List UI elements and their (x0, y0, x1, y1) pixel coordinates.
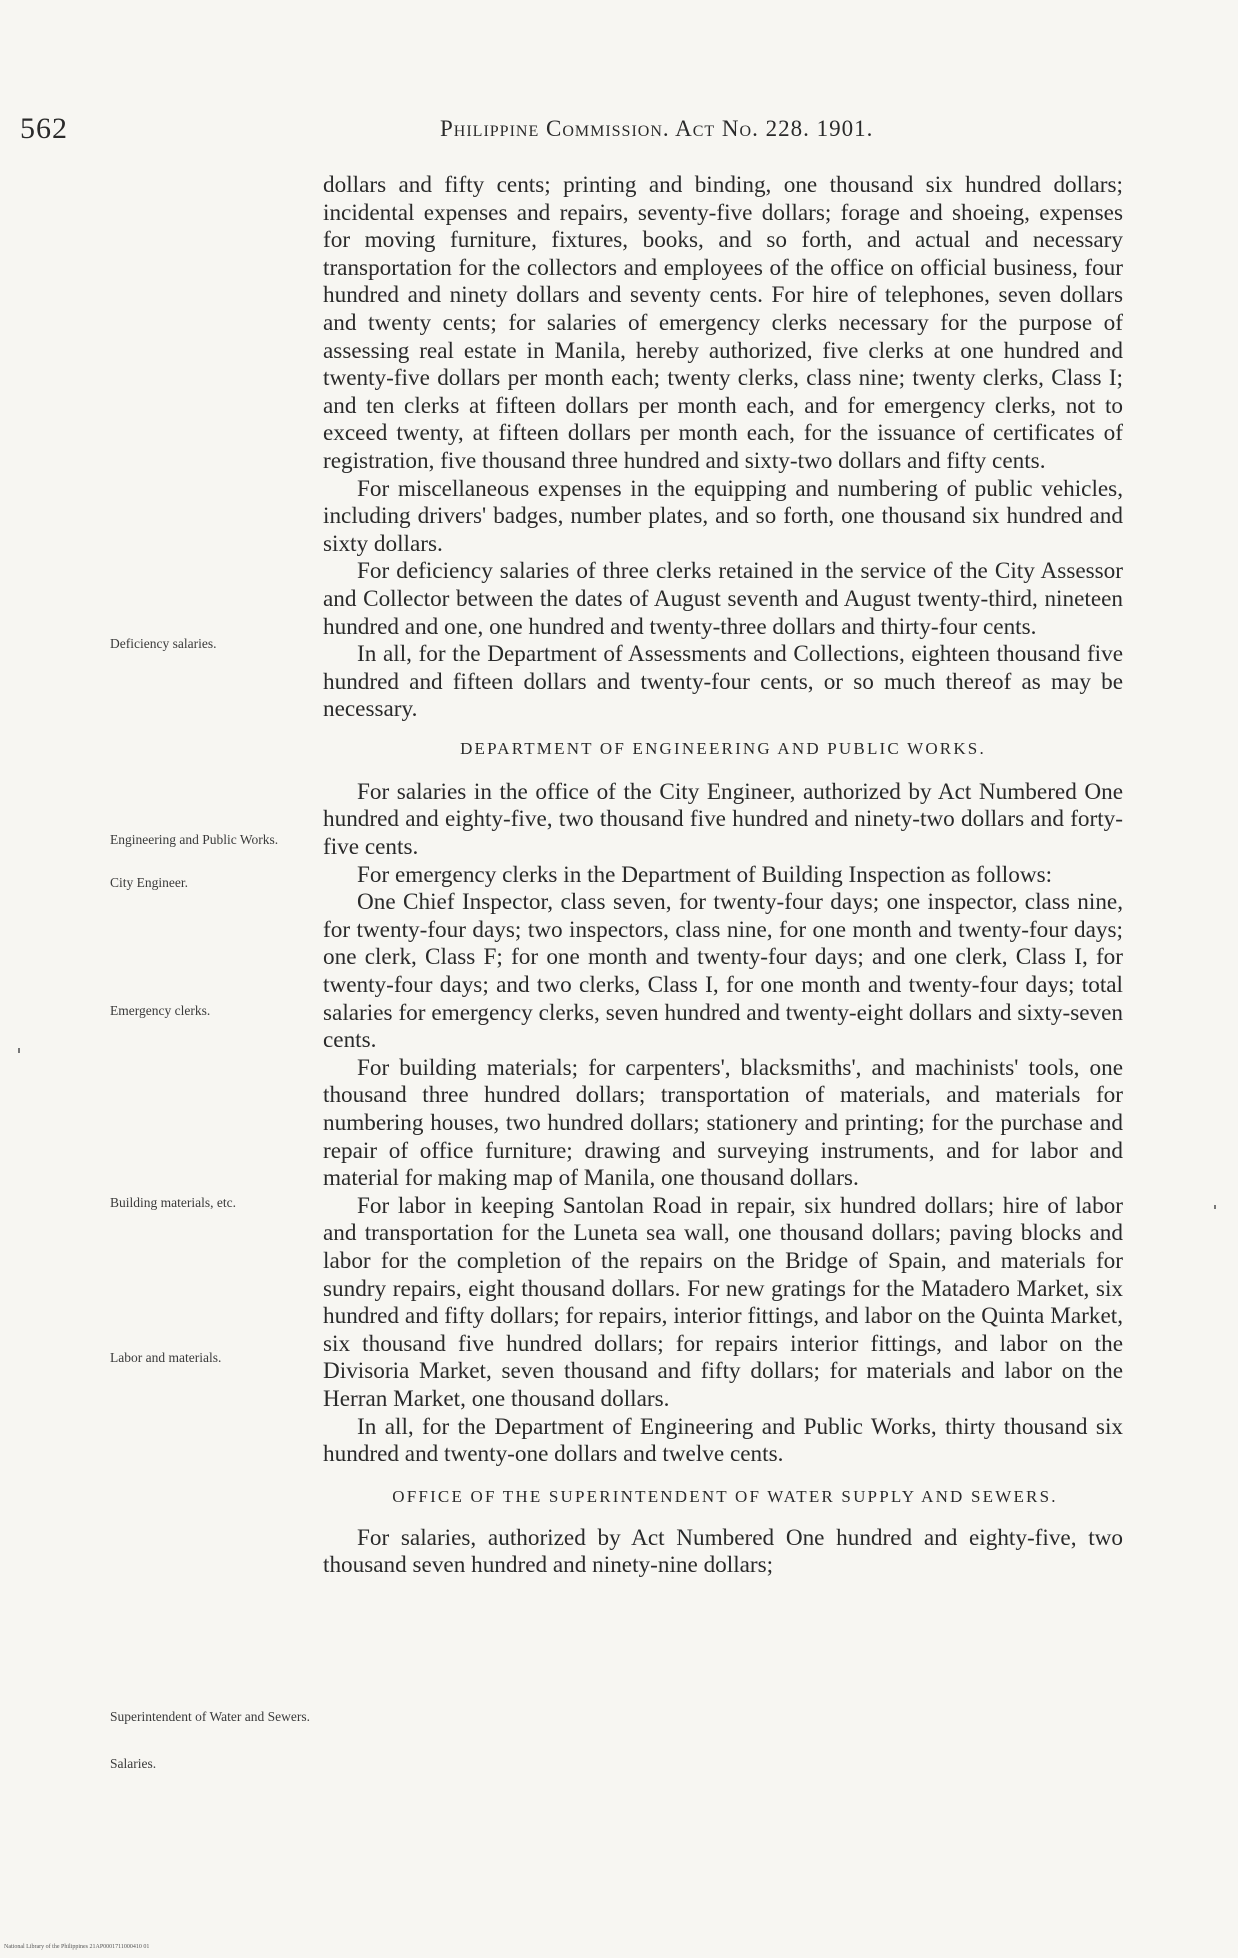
margin-note-salaries: Salaries. (110, 1756, 157, 1771)
footer-credit: National Library of the Philippines 21AP0001711000410 01 (4, 1944, 150, 1950)
paragraph: For deficiency salaries of three clerks retained in the service of the City Assessor and Collector between the dates of August seventh and August twenty-third, nineteen hundred and one, one hundred and twenty-three dollars and thirty-four cents. (323, 558, 1123, 640)
paragraph: For labor in keeping Santolan Road in repair, six hundred dollars; hire of labor and transportation for the Luneta sea wall, one thousand dollars; paving blocks and labor for the completion of the repairs on the Bridge of Spain, and materials for sundry repairs, eight thousand dollars. For new gratings for the Matadero Market, six hundred and fifty dollars; for repairs, interior fittings, and labor on the Quinta Market, six thousand five hundred dollars; for repairs interior fittings, and labor on the Divisoria Market, seven thousand and fifty dollars; for materials and labor on the Herran Market, one thousand dollars. (323, 1192, 1123, 1412)
paragraph: dollars and fifty cents; printing and binding, one thousand six hundred dollars; incidental expenses and repairs, seventy-five dollars; forage and shoeing, expenses for moving furniture, fixtures, books, and so forth, and actual and necessary transportation for the collectors and employees of the office on official business, four hundred and ninety dollars and seventy cents. For hire of telephones, seven dollars and twenty cents; for salaries of emergency clerks necessary for the purpose of assessing real estate in Manila, hereby authorized, five clerks at one hundred and twenty-five dollars per month each; twenty clerks, class nine; twenty clerks, Class I; and ten clerks at fifteen dollars per month each, and for emergency clerks, not to exceed twenty, at fifteen dollars per month each, for the issuance of certificates of registration, five thousand three hundred and sixty-two dollars and fifty cents. (323, 172, 1123, 474)
margin-note-building-materials: Building materials, etc. (110, 1195, 236, 1210)
margin-note-superintendent-water-sewers: Superintendent of Water and Sewers. (110, 1709, 310, 1724)
paragraph: For miscellaneous expenses in the equipping and numbering of public vehicles, including drivers' badges, number plates, and so forth, one thousand six hundred and sixty dollars. (323, 475, 1123, 557)
paragraph: One Chief Inspector, class seven, for twenty-four days; one inspector, class nine, for twenty-four days; two inspectors, class nine, for one month and twenty-four days; one clerk, Class F; for one month and twenty-four days; and one clerk, Class I, for twenty-four days; and two clerks, Class I, for one month and twenty-four days; total salaries for emergency clerks, seven hundred and twenty-eight dollars and sixty-seven cents. (323, 889, 1123, 1054)
margin-note-emergency-clerks: Emergency clerks. (110, 1003, 211, 1018)
body-text (323, 172, 1123, 1580)
paragraph: For emergency clerks in the Department of Building Inspection as follows: (357, 861, 1053, 888)
margin-note-city-engineer: City Engineer. (110, 875, 188, 890)
running-head: Philippine Commission. Act No. 228. 1901. (440, 116, 874, 141)
section-heading-engineering: DEPARTMENT OF ENGINEERING AND PUBLIC WORKS. (460, 738, 986, 758)
page-number: 562 (20, 112, 68, 145)
paragraph: In all, for the Department of Assessments and Collections, eighteen thousand five hundred and fifteen dollars and twenty-four cents, or so much thereof as may be necessary. (323, 641, 1123, 723)
paragraph: For salaries, authorized by Act Numbered One hundred and eighty-five, two thousand seven hundred and ninety-nine dollars; (323, 1524, 1123, 1579)
margin-note-labor-materials: Labor and materials. (110, 1350, 222, 1365)
margin-note-engineering-public-works: Engineering and Public Works. (110, 832, 279, 847)
scan-mark (18, 1048, 20, 1053)
paragraph: In all, for the Department of Engineering and Public Works, thirty thousand six hundred and twenty-one dollars and twelve cents. (323, 1413, 1123, 1468)
paragraph: For building materials; for carpenters', blacksmiths', and machinists' tools, one thousand three hundred dollars; transportation of materials, and materials for numbering houses, two hundred dollars; stationery and printing; for the purchase and repair of office furniture; drawing and surveying instruments, and for labor and material for making map of Manila, one thousand dollars. (323, 1054, 1123, 1192)
paragraph: For salaries in the office of the City Engineer, authorized by Act Numbered One hundred and eighty-five, two thousand five hundred and ninety-two dollars and forty-five cents. (323, 778, 1123, 861)
section-heading-water-supply: OFFICE OF THE SUPERINTENDENT OF WATER SUPPLY AND SEWERS. (392, 1486, 1058, 1506)
margin-note-deficiency-salaries: Deficiency salaries. (110, 636, 217, 651)
scan-mark (1214, 1205, 1216, 1209)
